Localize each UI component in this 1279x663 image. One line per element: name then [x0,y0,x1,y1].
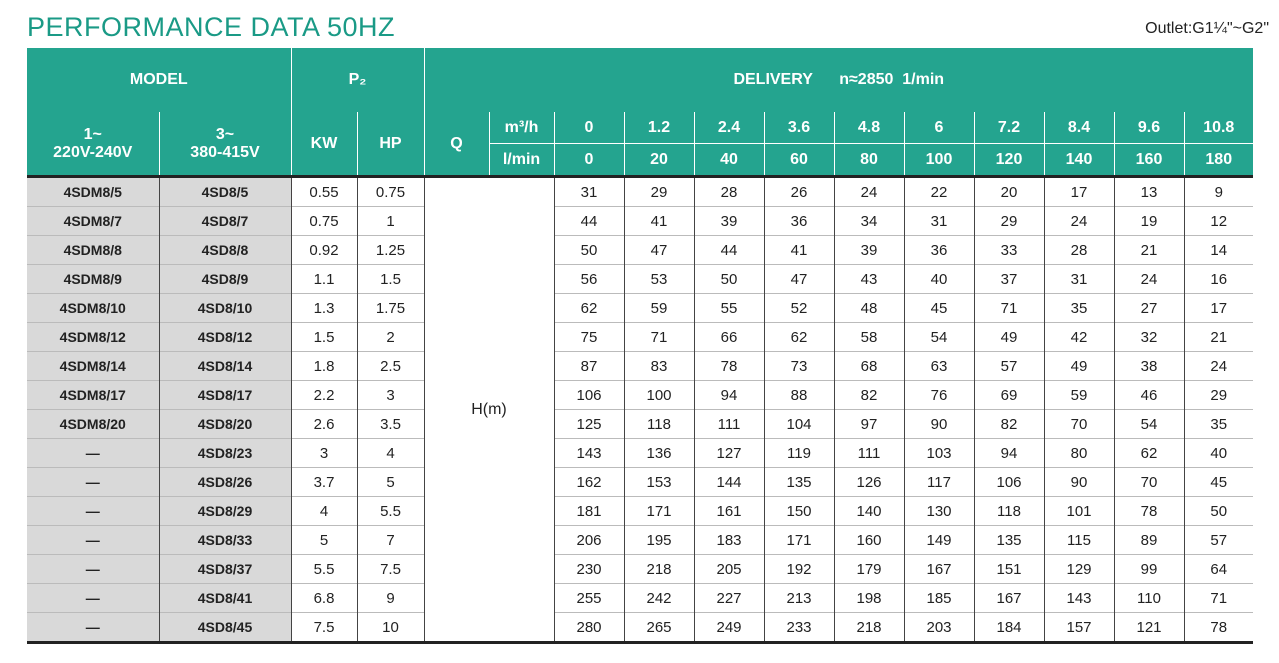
hp-cell: 1 [357,207,424,236]
delivery-header: DELIVERY n≈2850 1/min [424,48,1253,112]
head-value-cell: 242 [624,584,694,613]
head-value-cell: 115 [1044,526,1114,555]
head-value-cell: 50 [694,265,764,294]
head-value-cell: 70 [1114,468,1184,497]
table-row [27,439,1253,468]
head-value-cell: 198 [834,584,904,613]
three-phase-model-cell: 4SD8/26 [159,468,291,497]
head-value-cell: 62 [764,323,834,352]
head-value-cell: 24 [834,177,904,207]
single-phase-model-cell: — [27,613,159,643]
head-value-cell: 100 [624,381,694,410]
table-row [27,207,1253,236]
head-value-cell: 66 [694,323,764,352]
head-value-cell: 136 [624,439,694,468]
single-phase-model-cell: 4SDM8/8 [27,236,159,265]
head-value-cell: 106 [554,381,624,410]
single-phase-model-cell: — [27,468,159,497]
head-value-cell: 47 [624,236,694,265]
head-value-cell: 230 [554,555,624,584]
head-value-cell: 160 [834,526,904,555]
hp-cell: 10 [357,613,424,643]
head-value-cell: 12 [1184,207,1253,236]
q-m3h-value: 9.6 [1114,112,1184,144]
head-value-cell: 135 [974,526,1044,555]
page-title: PERFORMANCE DATA 50HZ [27,12,396,42]
head-value-cell: 49 [974,323,1044,352]
kw-cell: 3.7 [291,468,357,497]
q-lmin-value: 140 [1044,144,1114,177]
table-row [27,265,1253,294]
head-value-cell: 218 [834,613,904,643]
q-m3h-value: 8.4 [1044,112,1114,144]
head-value-cell: 14 [1184,236,1253,265]
head-value-cell: 56 [554,265,624,294]
head-value-cell: 181 [554,497,624,526]
q-lmin-value: 100 [904,144,974,177]
q-m3h-value: 3.6 [764,112,834,144]
head-value-cell: 48 [834,294,904,323]
head-value-cell: 76 [904,381,974,410]
kw-cell: 6.8 [291,584,357,613]
single-phase-model-cell: 4SDM8/5 [27,177,159,207]
head-value-cell: 218 [624,555,694,584]
head-value-cell: 153 [624,468,694,497]
single-phase-model-cell: — [27,439,159,468]
head-value-cell: 36 [764,207,834,236]
kw-cell: 3 [291,439,357,468]
kw-cell: 5 [291,526,357,555]
head-value-cell: 135 [764,468,834,497]
head-value-cell: 203 [904,613,974,643]
head-label-cell: H(m) [424,177,554,643]
kw-header: KW [291,112,357,177]
table-row [27,323,1253,352]
three-phase-model-cell: 4SD8/17 [159,381,291,410]
single-phase-model-cell: 4SDM8/20 [27,410,159,439]
kw-cell: 0.75 [291,207,357,236]
table-row [27,584,1253,613]
outlet-spec: Outlet:G1¼"~G2" [1145,20,1269,37]
performance-table [27,48,1253,644]
head-value-cell: 44 [694,236,764,265]
head-value-cell: 42 [1044,323,1114,352]
head-value-cell: 183 [694,526,764,555]
q-m3h-value: 7.2 [974,112,1044,144]
head-value-cell: 35 [1184,410,1253,439]
head-value-cell: 33 [974,236,1044,265]
head-value-cell: 167 [974,584,1044,613]
head-value-cell: 64 [1184,555,1253,584]
three-phase-model-cell: 4SD8/7 [159,207,291,236]
head-value-cell: 17 [1044,177,1114,207]
head-value-cell: 59 [1044,381,1114,410]
head-value-cell: 24 [1114,265,1184,294]
single-phase-voltage: 220V-240V [53,143,133,161]
head-value-cell: 73 [764,352,834,381]
head-value-cell: 50 [554,236,624,265]
head-value-cell: 185 [904,584,974,613]
m3h-unit-header: m³/h [489,112,554,144]
head-value-cell: 62 [1114,439,1184,468]
hp-header: HP [357,112,424,177]
head-value-cell: 140 [834,497,904,526]
head-value-cell: 63 [904,352,974,381]
head-value-cell: 106 [974,468,1044,497]
single-phase-model-cell: 4SDM8/17 [27,381,159,410]
head-value-cell: 78 [694,352,764,381]
single-phase-model-cell: — [27,555,159,584]
single-phase-model-cell: 4SDM8/14 [27,352,159,381]
single-phase-model-cell: — [27,584,159,613]
hp-cell: 3.5 [357,410,424,439]
table-row [27,555,1253,584]
head-value-cell: 49 [1044,352,1114,381]
three-phase-model-cell: 4SD8/20 [159,410,291,439]
head-value-cell: 143 [1044,584,1114,613]
head-value-cell: 31 [904,207,974,236]
head-value-cell: 26 [764,177,834,207]
table-row [27,236,1253,265]
head-value-cell: 89 [1114,526,1184,555]
three-phase-model-cell: 4SD8/10 [159,294,291,323]
kw-cell: 0.92 [291,236,357,265]
head-value-cell: 87 [554,352,624,381]
head-value-cell: 206 [554,526,624,555]
head-value-cell: 118 [624,410,694,439]
q-m3h-value: 4.8 [834,112,904,144]
head-value-cell: 126 [834,468,904,497]
three-phase-model-cell: 4SD8/37 [159,555,291,584]
head-value-cell: 111 [694,410,764,439]
hp-cell: 4 [357,439,424,468]
head-value-cell: 227 [694,584,764,613]
head-value-cell: 80 [1044,439,1114,468]
head-value-cell: 161 [694,497,764,526]
q-lmin-value: 80 [834,144,904,177]
hp-cell: 5 [357,468,424,497]
head-value-cell: 28 [694,177,764,207]
head-value-cell: 69 [974,381,1044,410]
head-value-cell: 29 [974,207,1044,236]
head-value-cell: 38 [1114,352,1184,381]
head-value-cell: 167 [904,555,974,584]
single-phase-model-cell: 4SDM8/10 [27,294,159,323]
q-m3h-value: 0 [554,112,624,144]
head-value-cell: 24 [1184,352,1253,381]
three-phase-model-cell: 4SD8/8 [159,236,291,265]
head-value-cell: 16 [1184,265,1253,294]
head-value-cell: 127 [694,439,764,468]
head-value-cell: 157 [1044,613,1114,643]
kw-cell: 1.8 [291,352,357,381]
three-phase-model-cell: 4SD8/5 [159,177,291,207]
table-row [27,497,1253,526]
head-value-cell: 213 [764,584,834,613]
single-phase-header [27,112,159,177]
head-value-cell: 184 [974,613,1044,643]
head-value-cell: 41 [624,207,694,236]
head-value-cell: 171 [764,526,834,555]
three-phase-voltage: 380-415V [190,143,260,161]
hp-cell: 2.5 [357,352,424,381]
q-m3h-value: 10.8 [1184,112,1253,144]
head-value-cell: 78 [1114,497,1184,526]
table-row [27,613,1253,643]
single-phase-model-cell: — [27,497,159,526]
table-row [27,526,1253,555]
kw-cell: 5.5 [291,555,357,584]
hp-cell: 2 [357,323,424,352]
hp-cell: 7.5 [357,555,424,584]
head-value-cell: 233 [764,613,834,643]
kw-cell: 1.3 [291,294,357,323]
p2-header: P₂ [291,48,424,112]
head-value-cell: 78 [1184,613,1253,643]
head-value-cell: 17 [1184,294,1253,323]
three-phase-model-cell: 4SD8/29 [159,497,291,526]
head-value-cell: 20 [974,177,1044,207]
three-phase-model-cell: 4SD8/9 [159,265,291,294]
table-row [27,381,1253,410]
head-value-cell: 32 [1114,323,1184,352]
hp-cell: 3 [357,381,424,410]
head-value-cell: 52 [764,294,834,323]
table-header [27,48,1253,177]
kw-cell: 0.55 [291,177,357,207]
kw-cell: 1.5 [291,323,357,352]
table-body [27,177,1253,643]
head-value-cell: 9 [1184,177,1253,207]
head-value-cell: 280 [554,613,624,643]
head-value-cell: 130 [904,497,974,526]
lmin-unit-header: l/min [489,144,554,177]
head-value-cell: 117 [904,468,974,497]
head-value-cell: 53 [624,265,694,294]
head-value-cell: 125 [554,410,624,439]
model-header: MODEL [27,48,291,112]
head-value-cell: 50 [1184,497,1253,526]
q-lmin-value: 120 [974,144,1044,177]
head-value-cell: 249 [694,613,764,643]
head-value-cell: 22 [904,177,974,207]
kw-cell: 7.5 [291,613,357,643]
head-value-cell: 205 [694,555,764,584]
three-phase-model-cell: 4SD8/33 [159,526,291,555]
head-value-cell: 129 [1044,555,1114,584]
q-lmin-value: 60 [764,144,834,177]
hp-cell: 7 [357,526,424,555]
head-value-cell: 34 [834,207,904,236]
head-value-cell: 29 [624,177,694,207]
head-value-cell: 255 [554,584,624,613]
head-value-cell: 151 [974,555,1044,584]
head-value-cell: 94 [694,381,764,410]
head-value-cell: 70 [1044,410,1114,439]
three-phase-model-cell: 4SD8/41 [159,584,291,613]
head-value-cell: 179 [834,555,904,584]
head-value-cell: 144 [694,468,764,497]
head-value-cell: 41 [764,236,834,265]
head-value-cell: 31 [1044,265,1114,294]
head-value-cell: 21 [1184,323,1253,352]
head-value-cell: 82 [974,410,1044,439]
head-value-cell: 265 [624,613,694,643]
head-value-cell: 121 [1114,613,1184,643]
head-value-cell: 192 [764,555,834,584]
head-value-cell: 71 [624,323,694,352]
head-value-cell: 45 [904,294,974,323]
head-value-cell: 101 [1044,497,1114,526]
kw-cell: 4 [291,497,357,526]
head-value-cell: 68 [834,352,904,381]
three-phase-model-cell: 4SD8/14 [159,352,291,381]
table-row [27,352,1253,381]
head-value-cell: 19 [1114,207,1184,236]
head-value-cell: 40 [1184,439,1253,468]
head-value-cell: 75 [554,323,624,352]
single-phase-model-cell: — [27,526,159,555]
head-value-cell: 119 [764,439,834,468]
head-value-cell: 104 [764,410,834,439]
head-value-cell: 36 [904,236,974,265]
head-value-cell: 88 [764,381,834,410]
head-value-cell: 35 [1044,294,1114,323]
head-value-cell: 37 [974,265,1044,294]
head-value-cell: 39 [834,236,904,265]
three-phase-header [159,112,291,177]
head-value-cell: 83 [624,352,694,381]
head-value-cell: 149 [904,526,974,555]
hp-cell: 1.5 [357,265,424,294]
head-value-cell: 13 [1114,177,1184,207]
table-row [27,468,1253,497]
single-phase-model-cell: 4SDM8/7 [27,207,159,236]
hp-cell: 5.5 [357,497,424,526]
single-phase-model-cell: 4SDM8/9 [27,265,159,294]
kw-cell: 2.2 [291,381,357,410]
head-value-cell: 29 [1184,381,1253,410]
head-value-cell: 44 [554,207,624,236]
head-value-cell: 90 [904,410,974,439]
q-m3h-value: 6 [904,112,974,144]
single-phase-label: 1~ [83,125,102,143]
head-value-cell: 28 [1044,236,1114,265]
kw-cell: 2.6 [291,410,357,439]
q-lmin-value: 40 [694,144,764,177]
head-value-cell: 110 [1114,584,1184,613]
head-value-cell: 54 [904,323,974,352]
table-row [27,410,1253,439]
q-lmin-value: 20 [624,144,694,177]
head-value-cell: 31 [554,177,624,207]
head-value-cell: 195 [624,526,694,555]
head-value-cell: 94 [974,439,1044,468]
head-value-cell: 71 [1184,584,1253,613]
head-value-cell: 103 [904,439,974,468]
head-value-cell: 150 [764,497,834,526]
head-value-cell: 27 [1114,294,1184,323]
head-value-cell: 59 [624,294,694,323]
head-value-cell: 40 [904,265,974,294]
head-value-cell: 57 [1184,526,1253,555]
head-value-cell: 45 [1184,468,1253,497]
three-phase-model-cell: 4SD8/45 [159,613,291,643]
kw-cell: 1.1 [291,265,357,294]
table-row [27,294,1253,323]
head-value-cell: 99 [1114,555,1184,584]
head-value-cell: 162 [554,468,624,497]
hp-cell: 1.75 [357,294,424,323]
head-value-cell: 97 [834,410,904,439]
head-value-cell: 118 [974,497,1044,526]
head-value-cell: 62 [554,294,624,323]
hp-cell: 1.25 [357,236,424,265]
q-lmin-value: 0 [554,144,624,177]
head-value-cell: 24 [1044,207,1114,236]
head-value-cell: 82 [834,381,904,410]
three-phase-model-cell: 4SD8/23 [159,439,291,468]
head-value-cell: 39 [694,207,764,236]
head-value-cell: 55 [694,294,764,323]
head-value-cell: 71 [974,294,1044,323]
head-value-cell: 47 [764,265,834,294]
head-value-cell: 21 [1114,236,1184,265]
head-value-cell: 58 [834,323,904,352]
single-phase-model-cell: 4SDM8/12 [27,323,159,352]
head-value-cell: 43 [834,265,904,294]
three-phase-label: 3~ [215,125,235,143]
head-value-cell: 54 [1114,410,1184,439]
hp-cell: 9 [357,584,424,613]
head-value-cell: 143 [554,439,624,468]
hp-cell: 0.75 [357,177,424,207]
q-m3h-value: 2.4 [694,112,764,144]
q-lmin-value: 160 [1114,144,1184,177]
head-value-cell: 57 [974,352,1044,381]
head-value-cell: 46 [1114,381,1184,410]
head-value-cell: 90 [1044,468,1114,497]
table-row [27,177,1253,207]
q-lmin-value: 180 [1184,144,1253,177]
q-header: Q [424,112,489,177]
head-value-cell: 171 [624,497,694,526]
three-phase-model-cell: 4SD8/12 [159,323,291,352]
q-m3h-value: 1.2 [624,112,694,144]
head-value-cell: 111 [834,439,904,468]
